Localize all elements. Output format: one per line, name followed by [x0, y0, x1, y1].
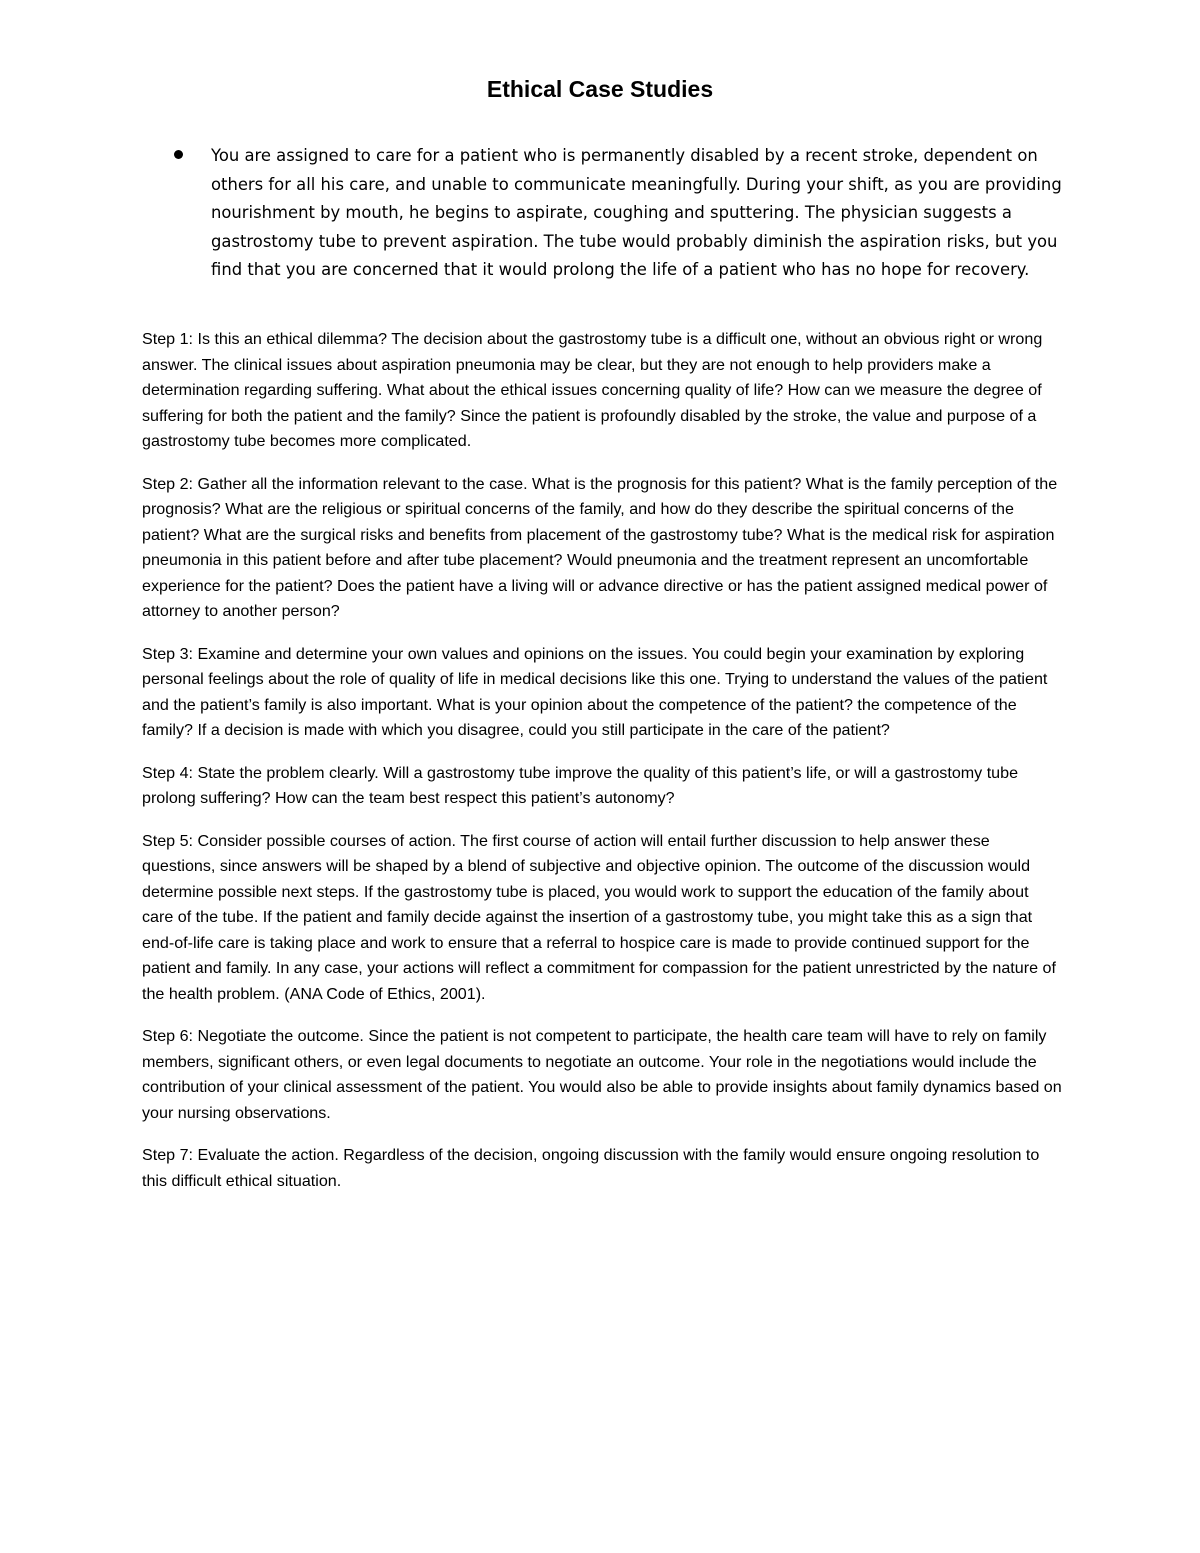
step-4-paragraph: Step 4: State the problem clearly. Will a gastrostomy tube improve the quality of this patient’s life, or will a gastrostomy tube prolong suffering? How can the team best respect this patient’s autonomy?: [142, 763, 1019, 807]
step-5-paragraph: Step 5: Consider possible courses of action. The first course of action will entail further discussion to help answer these questions, since answers will be shaped by a blend of subjective and objective opinion. The outcome of the discussion would determine possible next steps. If the gastrostomy tube is placed, you would work to support the education of the family about care of the tube. If the patient and family decide against the insertion of a gastrostomy tube, you might take this as a sign that end-of-life care is taking place and work to ensure that a referral to hospice care is made to provide continued support for the patient and family. In any case, your actions will reflect a commitment for compassion for the patient unrestricted by the nature of the health problem. (ANA Code of Ethics, 2001).: [142, 831, 1056, 1003]
step-3-paragraph: Step 3: Examine and determine your own values and opinions on the issues. You could begin your examination by exploring personal feelings about the role of quality of life in medical decisions like this one. Trying to understand the values of the patient and the patient’s family is also important. What is your opinion about the competence of the patient? the competence of the family? If a decision is made with which you disagree, could you still participate in the care of the patient?: [142, 644, 1048, 739]
step-1-paragraph: Step 1: Is this an ethical dilemma? The decision about the gastrostomy tube is a difficult one, without an obvious right or wrong answer. The clinical issues about aspiration pneumonia may be clear, but they are not enough to help providers make a determination regarding suffering. What about the ethical issues concerning quality of life? How can we measure the degree of suffering for both the patient and the family? Since the patient is profoundly disabled by the stroke, the value and purpose of a gastrostomy tube becomes more complicated.: [142, 330, 1043, 450]
step-6-paragraph: Step 6: Negotiate the outcome. Since the patient is not competent to participate, the health care team will have to rely on family members, significant others, or even legal documents to negotiate an outcome. Your role in the negotiations would include the contribution of your clinical assessment of the patient. You would also be able to provide insights about family dynamics based on your nursing observations.: [142, 1027, 1062, 1122]
step-7-paragraph: Step 7: Evaluate the action. Regardless of the decision, ongoing discussion with the family would ensure ongoing resolution to this difficult ethical situation.: [142, 1146, 1040, 1190]
steps-section: [142, 327, 1062, 1211]
step-2-paragraph: Step 2: Gather all the information relevant to the case. What is the prognosis for this patient? What is the family perception of the prognosis? What are the religious or spiritual concerns of the family, and how do they describe the spiritual concerns of the patient? What are the surgical risks and benefits from placement of the gastrostomy tube? What is the medical risk for aspiration pneumonia in this patient before and after tube placement? Would pneumonia and the treatment represent an uncomfortable experience for the patient? Does the patient have a living will or advance directive or has the patient assigned medical power of attorney to another person?: [142, 474, 1058, 620]
bullet-point-icon: [174, 150, 183, 159]
document-title: Ethical Case Studies: [486, 76, 714, 102]
case-scenario-bullet: You are assigned to care for a patient who is permanently disabled by a recent stroke, dependent on others for all his care, and unable to communicate meaningfully. During your shift, as you are providing nourishment by mouth, he begins to aspirate, coughing and sputtering. The physician suggests a gastrostomy tube to prevent aspiration. The tube would probably diminish the aspiration risks, but you find that you are concerned that it would prolong the life of a patient who has no hope for recovery.: [211, 146, 1062, 280]
